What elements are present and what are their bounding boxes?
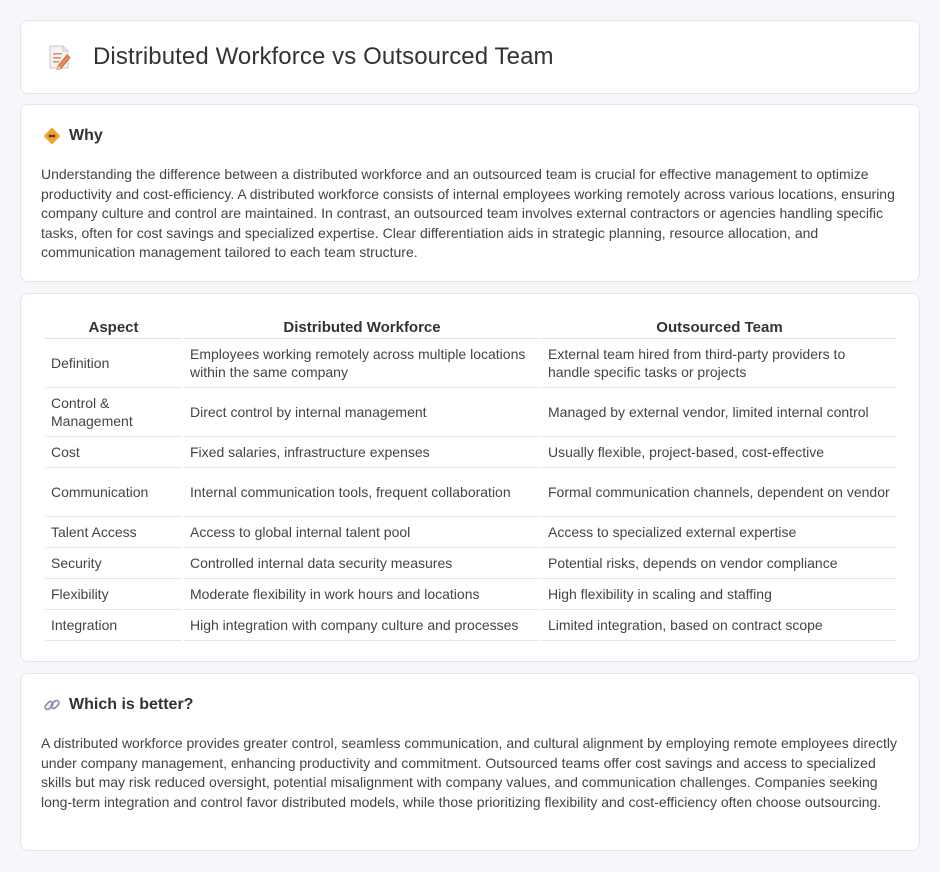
table-header-row [45,316,897,339]
table-cell: Security [45,548,182,579]
why-title: Why [69,127,103,144]
table-cell: Managed by external vendor, limited internal control [542,388,897,437]
header-card [20,20,920,94]
table-row [45,548,897,579]
table-row [45,388,897,437]
which-is-better-text: A distributed workforce provides greater control, seamless communication, and cultural alignment by employing remote employees directly under company management, enhancing productivity and commitment. Outsourced teams offer cost savings and access to specialized skills but may risk reduced oversight, potential misalignment with company values, and communication challenges. Companies seeking long-term integration and control favor distributed models, while those prioritizing flexibility and cost-efficiency often choose outsourcing. [41,735,897,810]
table-row [45,339,897,388]
table-cell: Access to specialized external expertise [542,517,897,548]
which-is-better-title: Which is better? [69,696,194,713]
table-cell: Limited integration, based on contract scope [542,610,897,641]
table-cell: Talent Access [45,517,182,548]
table-cell: Fixed salaries, infrastructure expenses [184,437,540,468]
table-cell: High flexibility in scaling and staffing [542,579,897,610]
comparison-card [20,293,920,662]
table-row [45,468,897,517]
table-row [45,610,897,641]
table-row [45,517,897,548]
table-cell: Integration [45,610,182,641]
table-cell: High integration with company culture and processes [184,610,540,641]
column-header-distributed: Distributed Workforce [184,316,540,339]
why-text: Understanding the difference between a distributed workforce and an outsourced team is crucial for effective management to optimize productivity and cost-efficiency. A distributed workforce consists of internal employees working remotely across various locations, ensuring company culture and control are maintained. In contrast, an outsourced team involves external contractors or agencies handling specific tasks, often for cost savings and specialized expertise. Clear differentiation aids in strategic planning, resource allocation, and communication management tailored to each team structure. [41,166,895,261]
table-cell: Access to global internal talent pool [184,517,540,548]
table-cell: Control & Management [45,388,182,437]
table-cell: Usually flexible, project-based, cost-effective [542,437,897,468]
memo-pencil-icon [47,44,71,70]
table-cell: Direct control by internal management [184,388,540,437]
table-cell: Potential risks, depends on vendor compliance [542,548,897,579]
table-cell: Controlled internal data security measures [184,548,540,579]
table-cell: Cost [45,437,182,468]
table-cell: Communication [45,468,182,517]
table-cell: Internal communication tools, frequent collaboration [184,468,540,517]
table-cell: Flexibility [45,579,182,610]
link-icon [43,696,61,714]
table-cell: Formal communication channels, dependent on vendor [542,468,897,517]
comparison-table [43,316,899,641]
column-header-outsourced: Outsourced Team [542,316,897,339]
table-cell: Employees working remotely across multiple locations within the same company [184,339,540,388]
diamond-arrows-icon [43,127,61,145]
which-is-better-section [20,673,920,851]
why-section [20,104,920,282]
table-cell: Definition [45,339,182,388]
page-title: Distributed Workforce vs Outsourced Team [93,43,554,70]
table-row [45,437,897,468]
table-cell: Moderate flexibility in work hours and locations [184,579,540,610]
column-header-aspect: Aspect [45,316,182,339]
table-row [45,579,897,610]
table-cell: External team hired from third-party providers to handle specific tasks or projects [542,339,897,388]
